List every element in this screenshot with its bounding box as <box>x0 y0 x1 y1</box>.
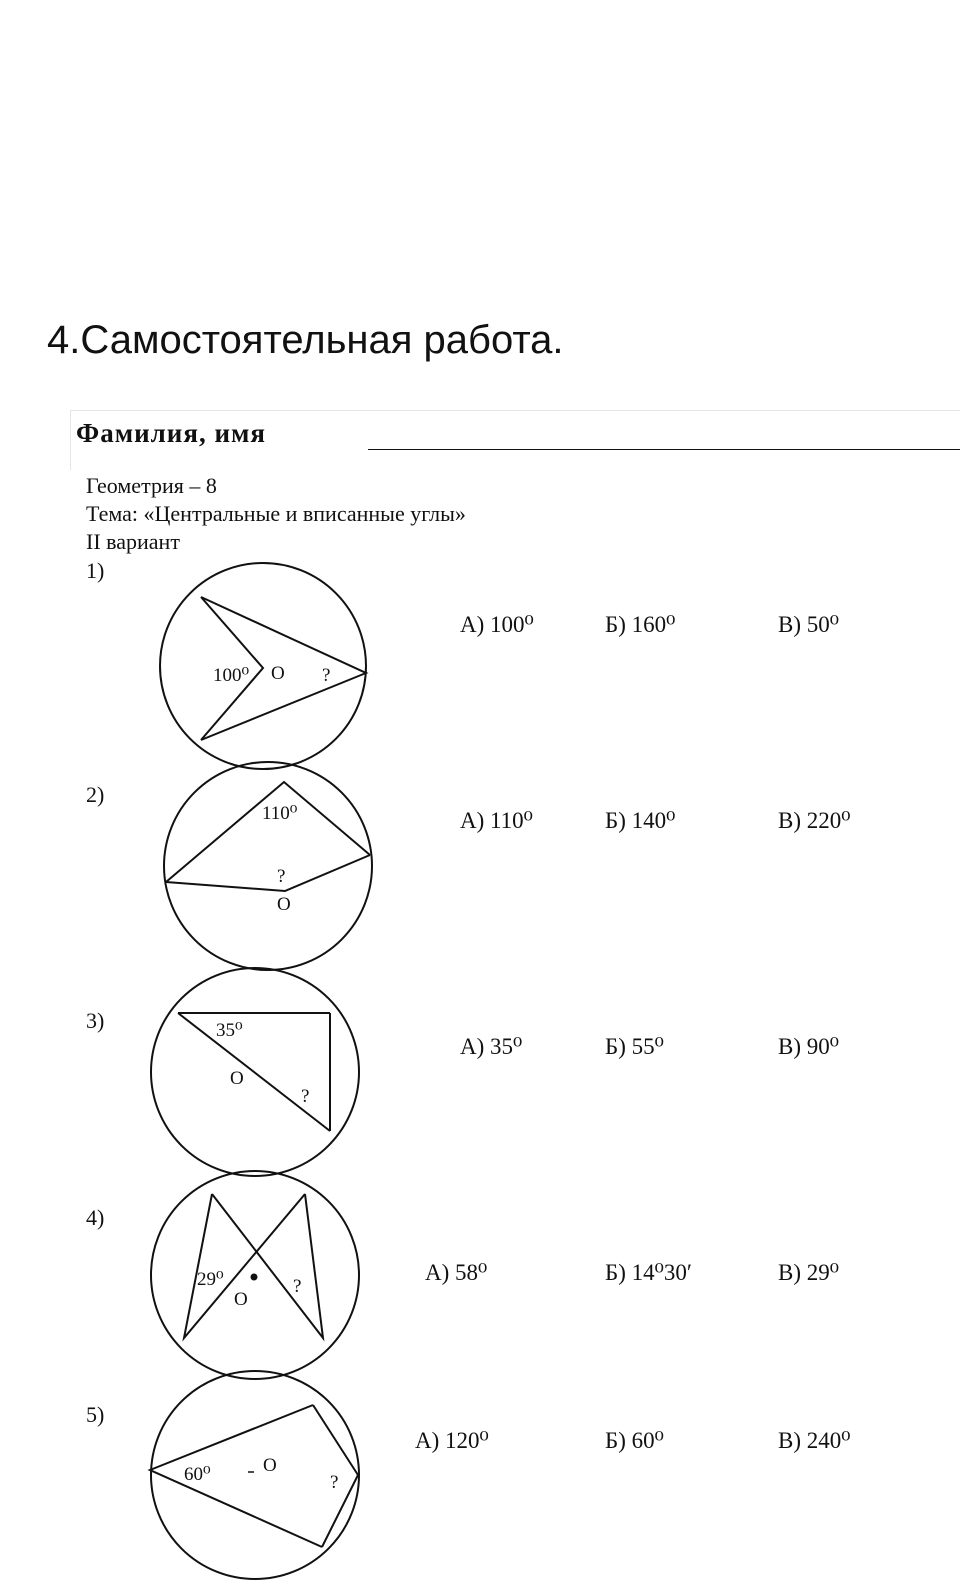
name-field-label: Фамилия, имя <box>76 418 267 448</box>
task-1-answer-c: В) 50⁰ <box>778 612 839 637</box>
task-5-answer-c: В) 240⁰ <box>778 1428 851 1453</box>
task-5-center-label: O <box>263 1455 277 1476</box>
task-1-center-label: O <box>271 663 285 684</box>
task-1-given-label: 100⁰ <box>213 665 250 686</box>
task-5-answer-a: А) 120⁰ <box>415 1428 489 1453</box>
task-5-figure <box>150 1371 359 1579</box>
task-1-number: 1) <box>86 558 105 583</box>
task-5-answer-b: Б) 60⁰ <box>605 1428 664 1453</box>
task-1-answer-b: Б) 160⁰ <box>605 612 676 637</box>
task-5-circle <box>151 1371 359 1579</box>
page-title: 4.Самостоятельная работа. <box>47 318 564 362</box>
task-3-figure <box>151 968 359 1176</box>
task-3-diameter <box>178 1013 330 1131</box>
task-3-center-label: O <box>230 1068 244 1089</box>
task-2-unknown-label: ? <box>277 866 286 887</box>
variant-line: II вариант <box>86 529 180 554</box>
task-5-given-label: 60⁰ <box>184 1464 211 1485</box>
task-3-given-label: 35⁰ <box>216 1020 243 1041</box>
subject-line: Геометрия – 8 <box>86 473 217 498</box>
task-4-center-label: O <box>234 1289 248 1310</box>
task-5-unknown-label: ? <box>330 1472 339 1493</box>
task-2-answer-c: В) 220⁰ <box>778 808 851 833</box>
task-2-given-label: 110⁰ <box>262 803 298 824</box>
task-4-center-dot <box>252 1275 257 1280</box>
task-2-figure <box>164 762 372 970</box>
task-1-unknown-label: ? <box>322 665 331 686</box>
task-4-number: 4) <box>86 1205 105 1230</box>
task-4-answer-a: А) 58⁰ <box>425 1260 488 1285</box>
task-2-number: 2) <box>86 782 105 807</box>
task-4-inscribed-angle-right <box>212 1194 323 1338</box>
task-5-inscribed-angle <box>150 1405 322 1547</box>
task-5-number: 5) <box>86 1402 105 1427</box>
task-4-inscribed-angle-left <box>184 1194 305 1338</box>
task-2-answer-b: Б) 140⁰ <box>605 808 676 833</box>
task-3-number: 3) <box>86 1008 105 1033</box>
task-3-answer-b: Б) 55⁰ <box>605 1034 664 1059</box>
task-3-unknown-label: ? <box>301 1086 310 1107</box>
task-2-answer-a: А) 110⁰ <box>460 808 533 833</box>
task-1-circle <box>160 563 366 769</box>
task-1-figure <box>160 563 366 769</box>
task-4-answer-c: В) 29⁰ <box>778 1260 839 1285</box>
task-2-central-angle <box>166 855 370 891</box>
task-3-answer-a: А) 35⁰ <box>460 1034 523 1059</box>
task-2-center-label: O <box>277 894 291 915</box>
task-4-given-label: 29⁰ <box>197 1269 224 1290</box>
task-1-answer-a: А) 100⁰ <box>460 612 534 637</box>
task-4-figure <box>151 1171 359 1379</box>
task-4-unknown-label: ? <box>293 1276 302 1297</box>
topic-line: Тема: «Центральные и вписанные углы» <box>86 501 466 526</box>
task-3-answer-c: В) 90⁰ <box>778 1034 839 1059</box>
task-2-circle <box>164 762 372 970</box>
task-4-answer-b: Б) 14⁰30′ <box>605 1260 692 1285</box>
